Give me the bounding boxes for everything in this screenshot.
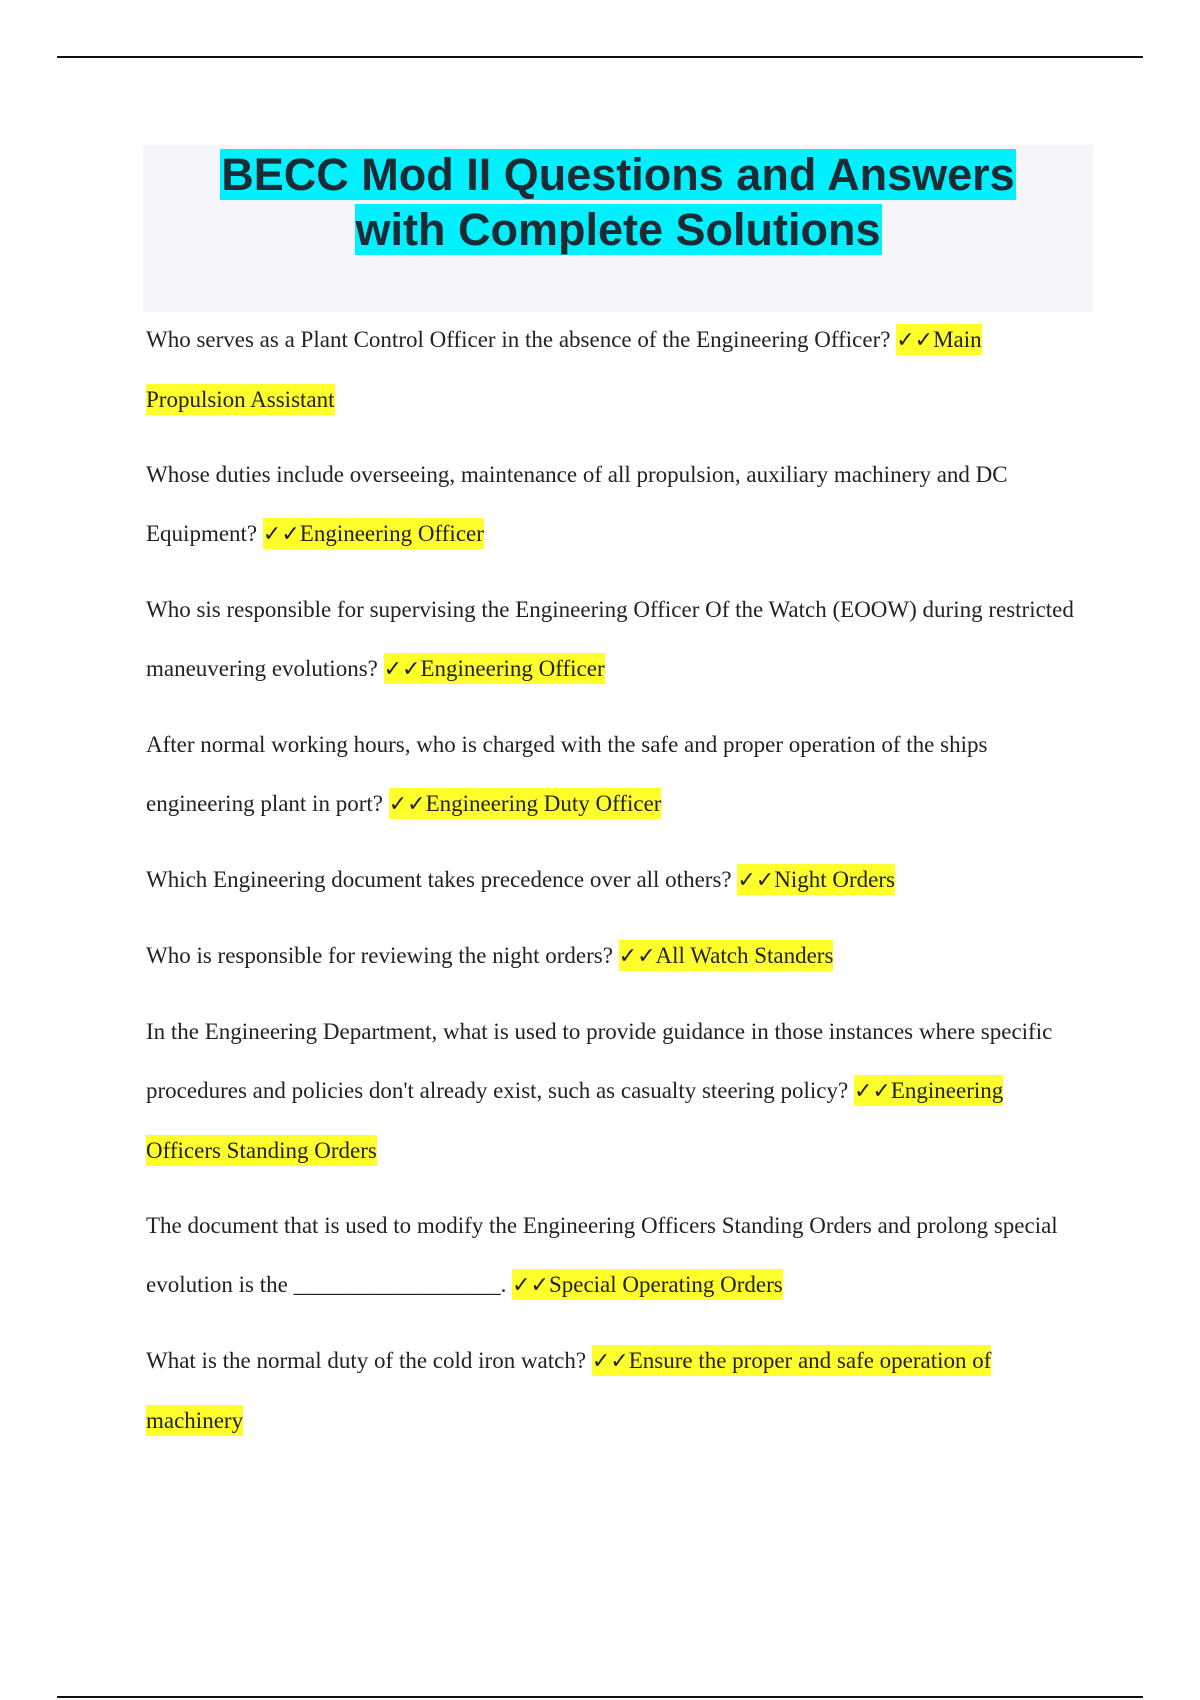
answer-highlight [737, 864, 895, 895]
answer-highlight [384, 653, 605, 684]
answer-highlight [619, 940, 834, 971]
answer-text: All Watch Standers [655, 943, 834, 968]
qa-item [146, 715, 1076, 834]
question-text: Who sis responsible for supervising the Engineering Officer Of the Watch (EOOW) during restricted maneuvering evolutions? [146, 597, 1074, 681]
answer-highlight [512, 1269, 783, 1300]
qa-item [146, 445, 1076, 564]
qa-item [146, 580, 1076, 699]
qa-item [146, 926, 1076, 986]
answer-text: Engineering Officer [299, 521, 484, 546]
double-check-icon: ✓✓ [618, 944, 656, 969]
double-check-icon: ✓✓ [896, 328, 934, 353]
answer-text: Night Orders [774, 867, 895, 892]
answer-text: Special Operating Orders [548, 1272, 783, 1297]
question-text: In the Engineering Department, what is used to provide guidance in those instances where specific procedures and policies don't already exist, such as casualty steering policy? [146, 1019, 1053, 1103]
answer-highlight [263, 518, 484, 549]
title-line-1: BECC Mod II Questions and Answers [221, 149, 1015, 200]
question-text: Who is responsible for reviewing the night orders? [146, 943, 619, 968]
title-banner [143, 145, 1093, 312]
qa-item [146, 1331, 1076, 1450]
answer-text: Engineering Officer [420, 656, 605, 681]
header-rule [57, 56, 1143, 58]
answer-highlight [389, 788, 662, 819]
footer-rule [57, 1696, 1143, 1698]
question-text: After normal working hours, who is charged with the safe and proper operation of the ships engineering plant in port? [146, 732, 988, 816]
qa-list [146, 310, 1076, 1466]
qa-item [146, 1002, 1076, 1180]
double-check-icon: ✓✓ [737, 868, 775, 893]
double-check-icon: ✓✓ [512, 1273, 549, 1298]
question-text: What is the normal duty of the cold iron watch? [146, 1348, 592, 1373]
question-text: Who serves as a Plant Control Officer in the absence of the Engineering Officer? [146, 327, 897, 352]
double-check-icon: ✓✓ [388, 792, 426, 817]
qa-item [146, 850, 1076, 910]
answer-text: Ensure the proper and safe operation of machinery [146, 1348, 992, 1433]
question-text: The document that is used to modify the Engineering Officers Standing Orders and prolong special evolution is the __________________. [146, 1213, 1058, 1297]
question-text: Which Engineering document takes precedence over all others? [146, 867, 738, 892]
answer-text: Engineering Duty Officer [425, 791, 662, 816]
double-check-icon: ✓✓ [591, 1349, 629, 1374]
page-title [143, 145, 1093, 257]
qa-item [146, 310, 1076, 429]
title-line-2: with Complete Solutions [355, 204, 881, 255]
question-text: Whose duties include overseeing, maintenance of all propulsion, auxiliary machinery and DC Equipment? [146, 462, 1008, 546]
double-check-icon: ✓✓ [853, 1079, 891, 1104]
double-check-icon: ✓✓ [262, 522, 300, 547]
answer-text: Main Propulsion Assistant [146, 327, 982, 412]
qa-item [146, 1196, 1076, 1315]
answer-text: Engineering Officers Standing Orders [146, 1078, 1004, 1163]
double-check-icon: ✓✓ [383, 657, 421, 682]
